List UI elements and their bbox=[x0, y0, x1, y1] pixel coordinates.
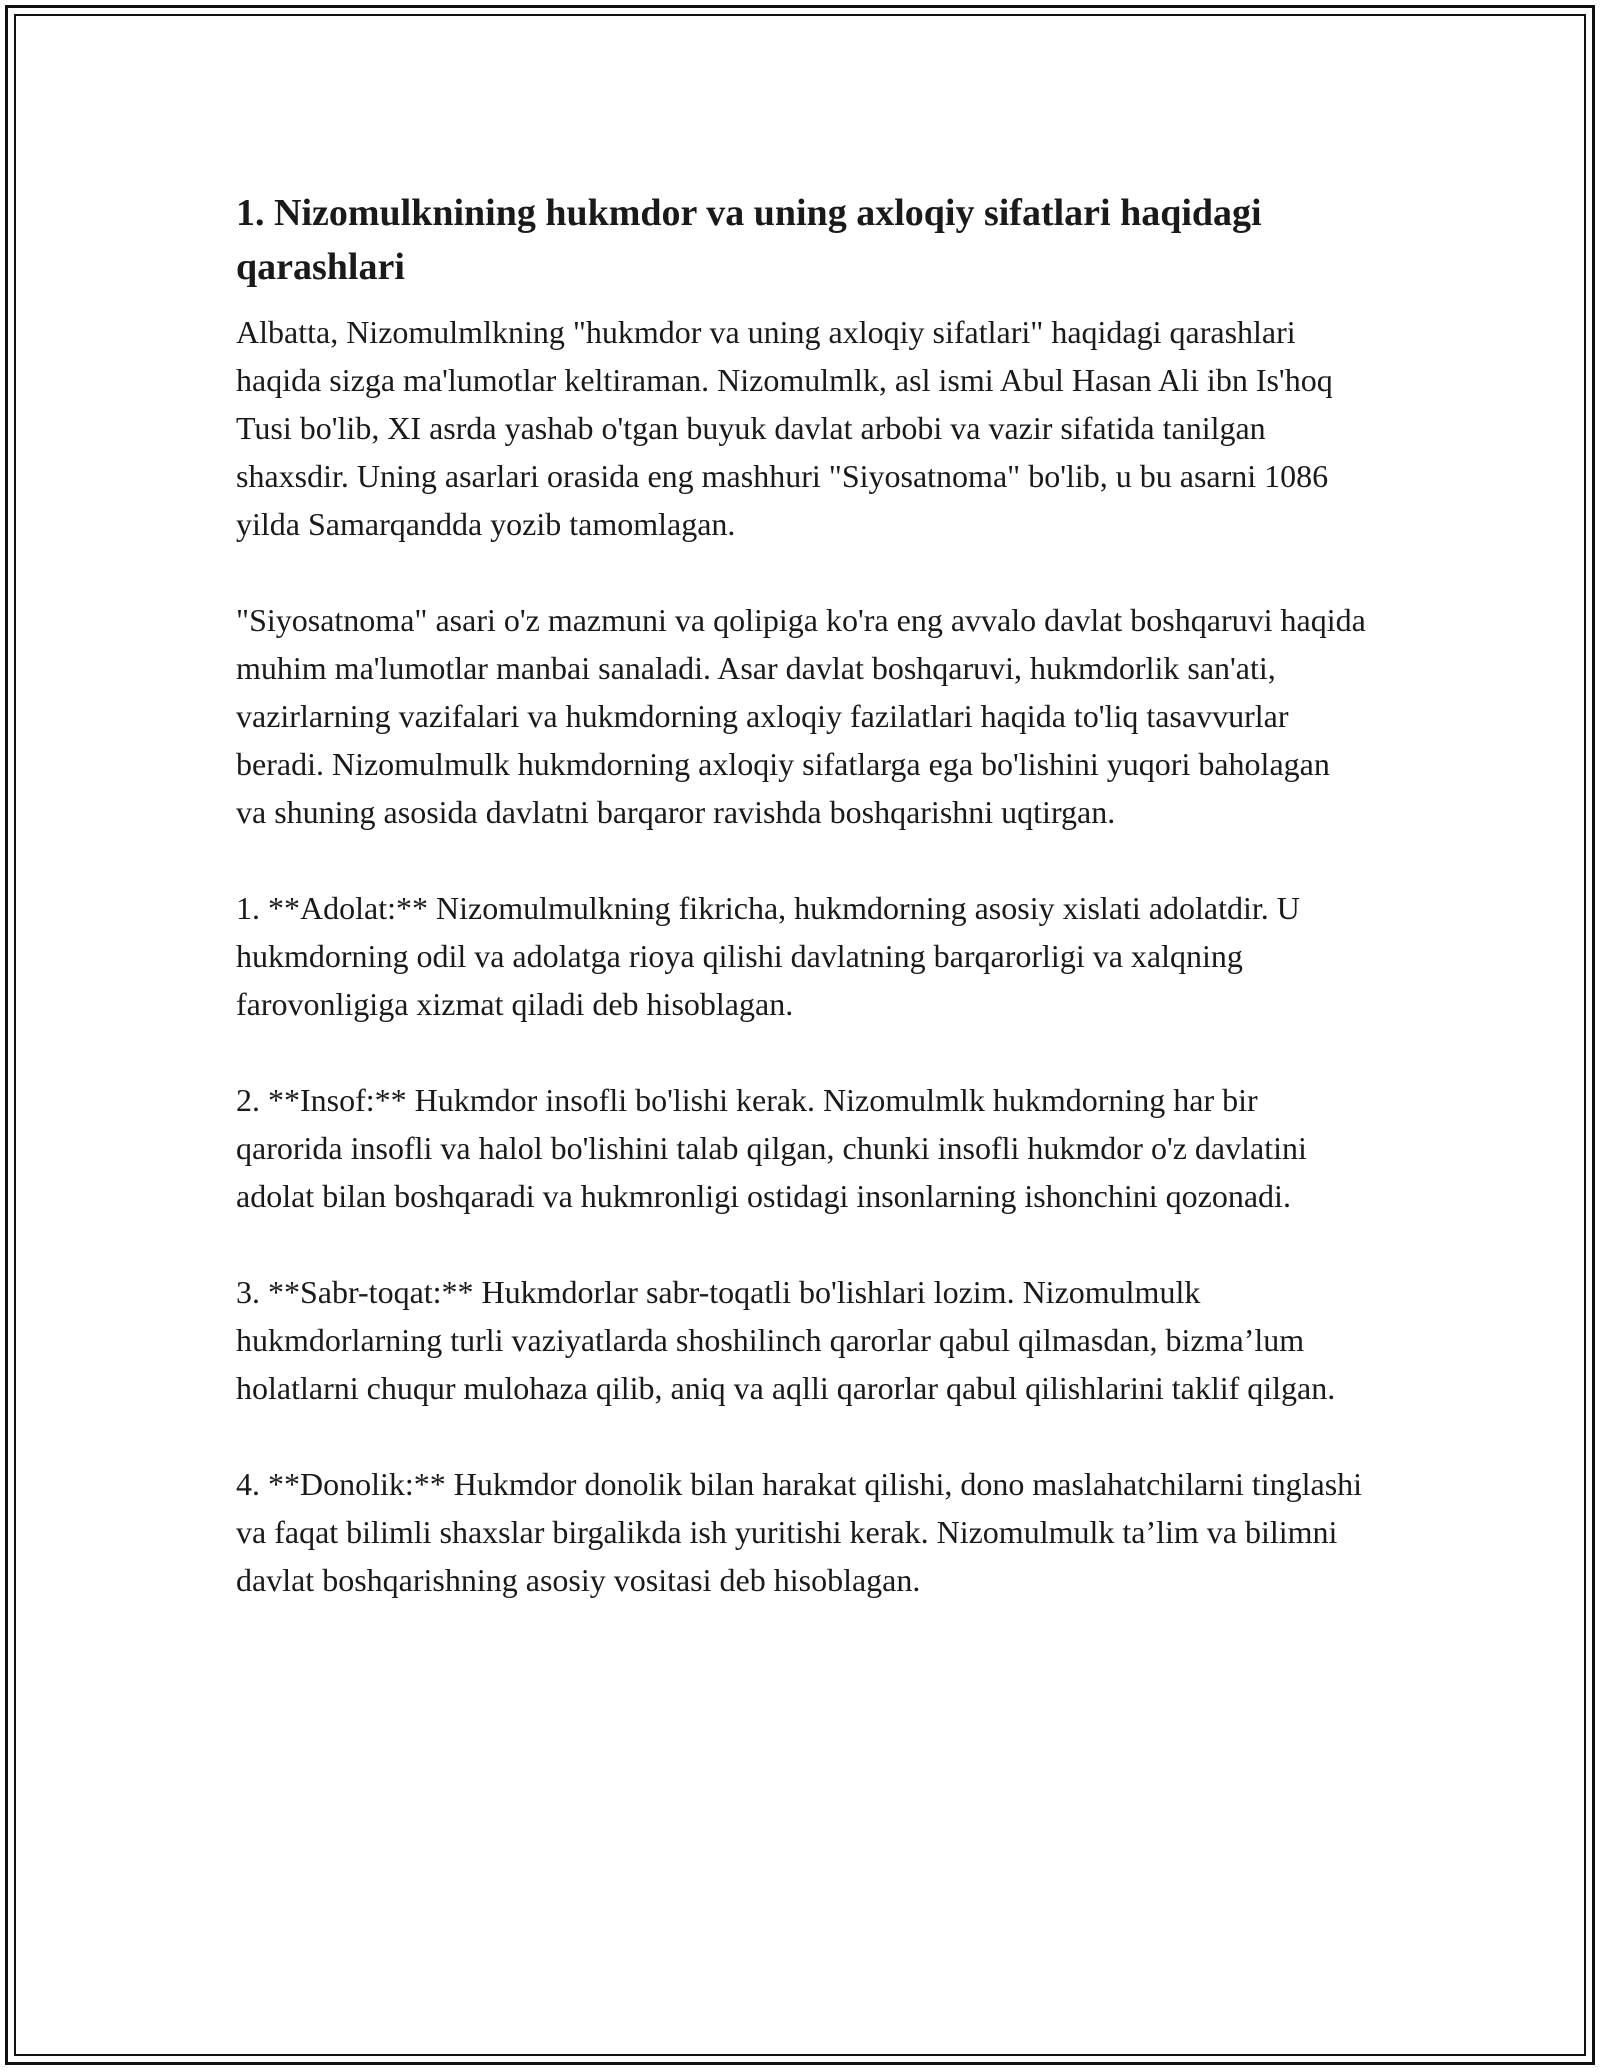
list-item-sabr-toqat: 3. **Sabr-toqat:** Hukmdorlar sabr-toqatli bo'lishlari lozim. Nizomulmulk hukmdorlarning turli vaziyatlarda shoshilinch qarorlar qabul qilmasdan, bizma’lum holatlarni chuqur mulohaza qilib, aniq va aqlli qarorlar qabul qilishlarini taklif qilgan. bbox=[236, 1274, 1336, 1406]
intro-paragraph: Albatta, Nizomulmlkning "hukmdor va uning axloqiy sifatlari" haqidagi qarashlari haqida sizga ma'lumotlar keltiraman. Nizomulmlk, asl ismi Abul Hasan Ali ibn Is'hoq Tusi bo'lib, XI asrda yashab o'tgan buyuk davlat arbobi va vazir sifatida tanilgan shaxsdir. Uning asarlari orasida eng mashhuri "Siyosatnoma" bo'lib, u bu asarni 1086 yilda Samarqandda yozib tamomlagan. bbox=[236, 314, 1333, 542]
list-item-insof: 2. **Insof:** Hukmdor insofli bo'lishi kerak. Nizomulmlk hukmdorning har bir qarorida insofli va halol bo'lishini talab qilgan, chunki insofli hukmdor o'z davlatini adolat bilan boshqaradi va hukmronligi ostidagi insonlarning ishonchini qozonadi. bbox=[236, 1082, 1307, 1214]
siyosatnoma-paragraph: "Siyosatnoma" asari o'z mazmuni va qolipiga ko'ra eng avvalo davlat boshqaruvi haqida muhim ma'lumotlar manbai sanaladi. Asar davlat boshqaruvi, hukmdorlik san'ati, vazirlarning vazifalari va hukmdorning axloqiy fazilatlari haqida to'liq tasavvurlar beradi. Nizomulmulk hukmdorning axloqiy sifatlarga ega bo'lishini yuqori baholagan va shuning asosida davlatni barqaror ravishda boshqarishni uqtirgan. bbox=[236, 602, 1366, 830]
list-item-donolik: 4. **Donolik:** Hukmdor donolik bilan harakat qilishi, dono maslahatchilarni tinglashi va faqat bilimli shaxslar birgalikda ish yuritishi kerak. Nizomulmulk ta’lim va bilimni davlat boshqarishning asosiy vositasi deb hisoblagan. bbox=[236, 1466, 1363, 1598]
document-body bbox=[236, 186, 1366, 1652]
list-item-adolat: 1. **Adolat:** Nizomulmulkning fikricha, hukmdorning asosiy xislati adolatdir. U hukmdorning odil va adolatga rioya qilishi davlatning barqarorligi va xalqning farovonligiga xizmat qiladi deb hisoblagan. bbox=[236, 890, 1300, 1022]
document-title: 1. Nizomulknining hukmdor va uning axloqiy sifatlari haqidagi qarashlari bbox=[236, 192, 1262, 288]
